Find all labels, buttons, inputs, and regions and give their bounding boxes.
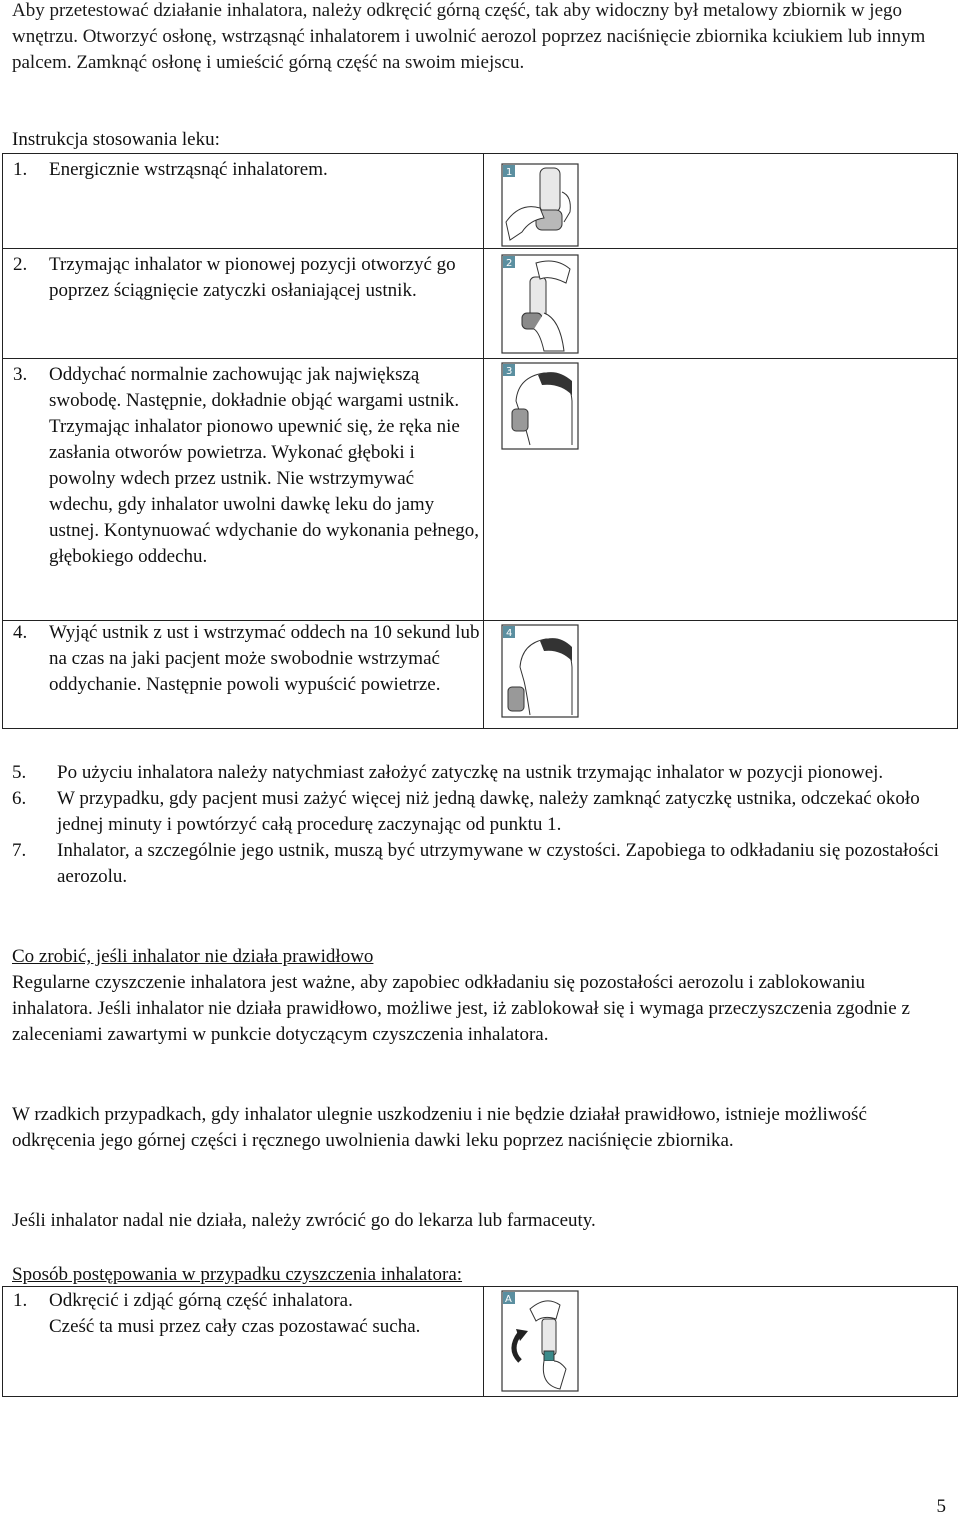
item-number: 7. (12, 840, 27, 861)
cleaning-heading: Sposób postępowania w przypadku czyszczenia inhalatora: (12, 1264, 463, 1285)
step-row-4 (3, 621, 958, 729)
cleaning-row-1 (3, 1287, 958, 1397)
troubleshooting-paragraph-3: Jeśli inhalator nadal nie działa, należy zwrócić go do lekarza lub farmaceuty. (12, 1210, 596, 1231)
cleaning-step-line-1: Odkręcić i zdjąć górną część inhalatora. (49, 1290, 353, 1311)
illustration-badge: 3 (505, 366, 512, 377)
item-text: W przypadku, gdy pacjent musi zażyć więcej niż jedną dawkę, należy zamknąć zatyczkę ustnika, odczekać około jednej minuty i powtórzyć całą procedurę zaczynając od punktu 1. (57, 788, 920, 835)
step-row-2 (3, 249, 958, 359)
list-item (12, 838, 956, 890)
item-number: 6. (12, 788, 27, 809)
item-text: Po użyciu inhalatora należy natychmiast założyć zatyczkę na ustnik trzymając inhalator w pozycji pionowej. (57, 762, 884, 783)
illustration-badge: A (504, 1294, 512, 1305)
illustration-badge: 4 (505, 628, 512, 639)
instructions-heading: Instrukcja stosowania leku: (12, 129, 220, 150)
illustration-badge: 2 (505, 258, 512, 269)
list-item (12, 786, 956, 838)
troubleshooting-paragraph-2: W rzadkich przypadkach, gdy inhalator ulegnie uszkodzeniu i nie będzie działał prawidłowo, istnieje możliwość odkręcenia jego górnej części i ręcznego uwolnienia dawki leku poprzez naciśnięcie zbiornika. (12, 1104, 867, 1151)
usage-steps-table (2, 153, 958, 729)
item-number: 5. (12, 762, 27, 783)
illustration-badge: 1 (505, 167, 512, 178)
step-row-1 (3, 154, 958, 249)
cleaning-steps-table (2, 1286, 958, 1397)
step-number: 1. (13, 159, 28, 180)
open-cap-illustration (500, 253, 580, 355)
step-text: Oddychać normalnie zachowując jak największą swobodę. Następnie, dokładnie objąć wargami ustnik. Trzymając inhalator pionowo upewnić się, że ręka nie zasłania otworów powietrza. Wykonać głęboki i powolny wdech przez ustnik. Nie wstrzymywać wdechu, gdy inhalator uwolni dawkę leku do jamy ustnej. Kontynuować wdychanie do wykonania pełnego, głębokiego oddechu. (49, 364, 480, 567)
additional-steps-list (12, 760, 956, 890)
step-number: 1. (13, 1290, 28, 1311)
step-row-3 (3, 359, 958, 621)
step-text: Energicznie wstrząsnąć inhalatorem. (49, 159, 328, 180)
page-number: 5 (936, 1496, 946, 1517)
inhale-illustration (500, 361, 580, 451)
troubleshooting-heading: Co zrobić, jeśli inhalator nie działa prawidłowo (12, 946, 374, 967)
step-text: Trzymając inhalator w pionowej pozycji otworzyć go poprzez ściągnięcie zatyczki osłaniającej ustnik. (49, 254, 456, 301)
hold-breath-illustration (500, 623, 580, 719)
step-text: Wyjąć ustnik z ust i wstrzymać oddech na 10 sekund lub na czas na jaki pacjent może swobodnie wstrzymać oddychanie. Następnie powoli wypuścić powietrze. (49, 622, 480, 695)
cleaning-step-line-2: Cześć ta musi przez cały czas pozostawać sucha. (49, 1316, 421, 1337)
unscrew-top-illustration (500, 1289, 580, 1393)
shake-inhaler-illustration (500, 162, 580, 248)
step-number: 4. (13, 622, 28, 643)
intro-paragraph: Aby przetestować działanie inhalatora, należy odkręcić górną część, tak aby widoczny był metalowy zbiornik w jego wnętrzu. Otworzyć osłonę, wstrząsnąć inhalatorem i uwolnić aerozol poprzez naciśnięcie zbiornika kciukiem lub innym palcem. Zamknąć osłonę i umieścić górną część na swoim miejscu. (12, 0, 926, 73)
item-text: Inhalator, a szczególnie jego ustnik, muszą być utrzymywane w czystości. Zapobiega to odkładaniu się pozostałości aerozolu. (57, 840, 939, 887)
list-item (12, 760, 956, 786)
step-number: 2. (13, 254, 28, 275)
troubleshooting-paragraph-1: Regularne czyszczenie inhalatora jest ważne, aby zapobiec odkładaniu się pozostałości aerozolu i zablokowaniu inhalatora. Jeśli inhalator nie działa prawidłowo, możliwe jest, iż zablokował się i wymaga przeczyszczenia zgodnie z zaleceniami zawartymi w punkcie dotyczącym czyszczenia inhalatora. (12, 972, 910, 1045)
step-number: 3. (13, 364, 28, 385)
